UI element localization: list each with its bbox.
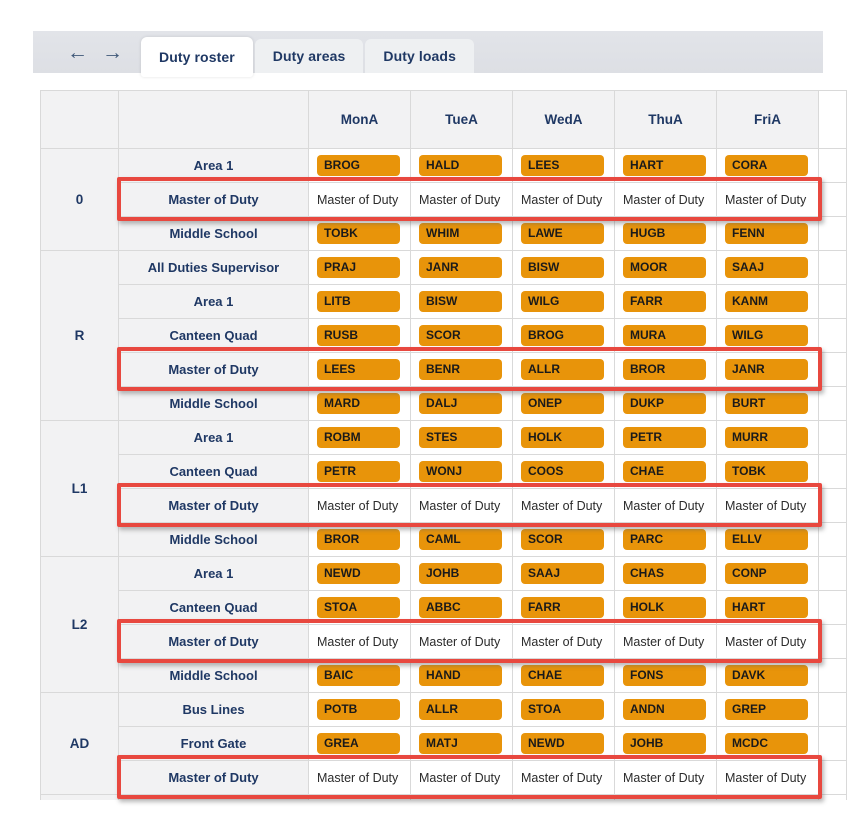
master-of-duty-text: Master of Duty <box>623 192 705 207</box>
duty-badge[interactable]: BISW <box>521 257 604 278</box>
duty-badge[interactable]: RUSB <box>317 325 400 346</box>
master-of-duty-text: Master of Duty <box>725 634 807 649</box>
trailing-cell <box>819 217 847 251</box>
duty-badge[interactable]: DUKP <box>623 393 706 414</box>
duty-cell-tuea[interactable] <box>411 183 513 217</box>
roster-row <box>41 285 847 319</box>
duty-cell-weda[interactable] <box>513 387 615 421</box>
duty-badge[interactable]: ELLV <box>725 529 808 550</box>
duty-cell-tuea[interactable] <box>411 285 513 319</box>
duty-badge[interactable]: COOS <box>521 461 604 482</box>
tab-duty-loads[interactable]: Duty loads <box>365 39 474 73</box>
duty-cell-thua[interactable] <box>615 591 717 625</box>
duty-cell-tuea[interactable] <box>411 319 513 353</box>
partial-cell <box>513 795 615 800</box>
duty-badge[interactable]: CAML <box>419 529 502 550</box>
area-label: Master of Duty <box>119 489 309 523</box>
area-label: Bus Lines <box>119 693 309 727</box>
duty-badge[interactable]: FONS <box>623 665 706 686</box>
duty-badge[interactable]: FARR <box>521 597 604 618</box>
duty-cell-fria[interactable] <box>717 557 819 591</box>
trailing-cell <box>819 727 847 761</box>
area-label: Middle School <box>119 217 309 251</box>
duty-cell-fria[interactable] <box>717 251 819 285</box>
duty-cell-tuea[interactable] <box>411 421 513 455</box>
duty-badge[interactable]: WHIM <box>419 223 502 244</box>
trailing-cell <box>819 557 847 591</box>
duty-cell-fria[interactable] <box>717 455 819 489</box>
trailing-cell <box>819 149 847 183</box>
duty-badge[interactable]: BAIC <box>317 665 400 686</box>
duty-cell-mona[interactable] <box>309 761 411 795</box>
duty-cell-fria[interactable] <box>717 761 819 795</box>
trailing-cell <box>819 251 847 285</box>
trailing-cell <box>819 591 847 625</box>
duty-badge[interactable]: BROR <box>317 529 400 550</box>
area-label: Middle School <box>119 523 309 557</box>
duty-cell-fria[interactable] <box>717 727 819 761</box>
duty-cell-tuea[interactable] <box>411 217 513 251</box>
duty-cell-fria[interactable] <box>717 659 819 693</box>
roster-row <box>41 625 847 659</box>
duty-cell-mona[interactable] <box>309 251 411 285</box>
roster-table-wrap <box>40 90 855 800</box>
area-label: Area 1 <box>119 421 309 455</box>
duty-cell-fria[interactable] <box>717 217 819 251</box>
column-header-fria: FriA <box>717 91 819 149</box>
master-of-duty-text: Master of Duty <box>521 634 603 649</box>
duty-cell-thua[interactable] <box>615 149 717 183</box>
group-label-ad: AD <box>41 693 119 795</box>
duty-cell-mona[interactable] <box>309 285 411 319</box>
duty-cell-tuea[interactable] <box>411 557 513 591</box>
duty-badge[interactable]: WILG <box>725 325 808 346</box>
master-of-duty-text: Master of Duty <box>623 634 705 649</box>
duty-cell-tuea[interactable] <box>411 625 513 659</box>
duty-badge[interactable]: SCOR <box>521 529 604 550</box>
column-header-mona: MonA <box>309 91 411 149</box>
trailing-header-blank <box>819 91 847 149</box>
duty-badge[interactable]: ROBM <box>317 427 400 448</box>
area-header-blank <box>119 91 309 149</box>
duty-cell-thua[interactable] <box>615 353 717 387</box>
roster-row <box>41 217 847 251</box>
duty-cell-mona[interactable] <box>309 217 411 251</box>
duty-badge[interactable]: HUGB <box>623 223 706 244</box>
duty-cell-weda[interactable] <box>513 353 615 387</box>
roster-row <box>41 149 847 183</box>
duty-cell-thua[interactable] <box>615 387 717 421</box>
master-of-duty-text: Master of Duty <box>317 634 399 649</box>
duty-badge[interactable]: BURT <box>725 393 808 414</box>
roster-row <box>41 353 847 387</box>
partial-cell <box>309 795 411 800</box>
duty-badge[interactable]: ALLR <box>419 699 502 720</box>
duty-badge[interactable]: PRAJ <box>317 257 400 278</box>
duty-badge[interactable]: PARC <box>623 529 706 550</box>
duty-cell-tuea[interactable] <box>411 387 513 421</box>
duty-badge[interactable]: PETR <box>623 427 706 448</box>
duty-cell-thua[interactable] <box>615 251 717 285</box>
duty-cell-weda[interactable] <box>513 761 615 795</box>
duty-badge[interactable]: DALJ <box>419 393 502 414</box>
tabs <box>141 31 476 73</box>
duty-cell-mona[interactable] <box>309 421 411 455</box>
area-label: All Duties Supervisor <box>119 251 309 285</box>
duty-badge[interactable]: DAVK <box>725 665 808 686</box>
duty-cell-thua[interactable] <box>615 455 717 489</box>
duty-cell-weda[interactable] <box>513 523 615 557</box>
duty-cell-mona[interactable] <box>309 693 411 727</box>
duty-badge[interactable]: ALLR <box>521 359 604 380</box>
duty-cell-weda[interactable] <box>513 625 615 659</box>
duty-badge[interactable]: HOLK <box>521 427 604 448</box>
duty-cell-thua[interactable] <box>615 217 717 251</box>
partial-cell <box>411 795 513 800</box>
trailing-cell <box>819 659 847 693</box>
area-label: Canteen Quad <box>119 591 309 625</box>
duty-cell-mona[interactable] <box>309 387 411 421</box>
duty-cell-thua[interactable] <box>615 319 717 353</box>
duty-badge[interactable]: STOA <box>317 597 400 618</box>
duty-badge[interactable]: JOHB <box>623 733 706 754</box>
master-of-duty-text: Master of Duty <box>725 192 807 207</box>
duty-badge[interactable]: MCDC <box>725 733 808 754</box>
tab-duty-roster[interactable]: Duty roster <box>141 37 253 77</box>
duty-badge[interactable]: TOBK <box>725 461 808 482</box>
duty-badge[interactable]: ANDN <box>623 699 706 720</box>
forward-arrow-icon[interactable]: → <box>102 40 123 64</box>
master-of-duty-text: Master of Duty <box>521 498 603 513</box>
duty-badge[interactable]: HOLK <box>623 597 706 618</box>
master-of-duty-text: Master of Duty <box>623 770 705 785</box>
duty-badge[interactable]: GREA <box>317 733 400 754</box>
duty-badge[interactable]: JANR <box>419 257 502 278</box>
duty-cell-weda[interactable] <box>513 319 615 353</box>
master-of-duty-text: Master of Duty <box>623 498 705 513</box>
group-label-l2: L2 <box>41 557 119 693</box>
duty-badge[interactable]: BROR <box>623 359 706 380</box>
master-of-duty-text: Master of Duty <box>521 192 603 207</box>
duty-cell-fria[interactable] <box>717 523 819 557</box>
duty-cell-fria[interactable] <box>717 489 819 523</box>
duty-badge[interactable]: JANR <box>725 359 808 380</box>
duty-badge[interactable]: SAAJ <box>521 563 604 584</box>
duty-badge[interactable]: BROG <box>317 155 400 176</box>
duty-cell-tuea[interactable] <box>411 761 513 795</box>
duty-badge[interactable]: HART <box>623 155 706 176</box>
duty-cell-tuea[interactable] <box>411 659 513 693</box>
duty-badge[interactable]: LEES <box>317 359 400 380</box>
duty-badge[interactable]: SCOR <box>419 325 502 346</box>
roster-row <box>41 761 847 795</box>
duty-cell-weda[interactable] <box>513 217 615 251</box>
duty-roster-table <box>40 90 847 800</box>
duty-cell-weda[interactable] <box>513 591 615 625</box>
duty-cell-tuea[interactable] <box>411 523 513 557</box>
duty-cell-tuea[interactable] <box>411 489 513 523</box>
duty-cell-mona[interactable] <box>309 523 411 557</box>
duty-badge[interactable]: LEES <box>521 155 604 176</box>
roster-row <box>41 387 847 421</box>
area-label: Canteen Quad <box>119 319 309 353</box>
master-of-duty-text: Master of Duty <box>317 498 399 513</box>
master-of-duty-text: Master of Duty <box>419 770 501 785</box>
duty-badge[interactable]: KANM <box>725 291 808 312</box>
duty-cell-weda[interactable] <box>513 149 615 183</box>
master-of-duty-text: Master of Duty <box>521 770 603 785</box>
master-of-duty-text: Master of Duty <box>725 498 807 513</box>
duty-badge[interactable]: BROG <box>521 325 604 346</box>
duty-badge[interactable]: BENR <box>419 359 502 380</box>
area-label: Master of Duty <box>119 625 309 659</box>
duty-cell-tuea[interactable] <box>411 353 513 387</box>
duty-badge[interactable]: STOA <box>521 699 604 720</box>
duty-cell-mona[interactable] <box>309 455 411 489</box>
duty-cell-weda[interactable] <box>513 693 615 727</box>
duty-cell-fria[interactable] <box>717 285 819 319</box>
area-label: Master of Duty <box>119 761 309 795</box>
duty-cell-tuea[interactable] <box>411 693 513 727</box>
duty-badge[interactable]: FENN <box>725 223 808 244</box>
duty-cell-weda[interactable] <box>513 183 615 217</box>
roster-row <box>41 251 847 285</box>
duty-badge[interactable]: CONP <box>725 563 808 584</box>
roster-row <box>41 591 847 625</box>
trailing-cell <box>819 387 847 421</box>
duty-cell-thua[interactable] <box>615 489 717 523</box>
duty-cell-thua[interactable] <box>615 727 717 761</box>
duty-cell-mona[interactable] <box>309 353 411 387</box>
back-arrow-icon[interactable]: ← <box>67 40 88 64</box>
duty-cell-mona[interactable] <box>309 149 411 183</box>
duty-badge[interactable]: NEWD <box>317 563 400 584</box>
duty-cell-thua[interactable] <box>615 285 717 319</box>
area-label: Front Gate <box>119 727 309 761</box>
duty-badge[interactable]: ONEP <box>521 393 604 414</box>
duty-cell-mona[interactable] <box>309 659 411 693</box>
duty-badge[interactable]: CHAE <box>521 665 604 686</box>
trailing-cell <box>819 625 847 659</box>
duty-cell-tuea[interactable] <box>411 727 513 761</box>
duty-cell-fria[interactable] <box>717 625 819 659</box>
duty-badge[interactable]: WILG <box>521 291 604 312</box>
duty-cell-thua[interactable] <box>615 183 717 217</box>
duty-cell-fria[interactable] <box>717 591 819 625</box>
roster-row <box>41 693 847 727</box>
master-of-duty-text: Master of Duty <box>419 498 501 513</box>
duty-cell-thua[interactable] <box>615 557 717 591</box>
duty-cell-mona[interactable] <box>309 319 411 353</box>
duty-cell-thua[interactable] <box>615 523 717 557</box>
area-label: Middle School <box>119 659 309 693</box>
roster-row <box>41 727 847 761</box>
duty-badge[interactable]: MURR <box>725 427 808 448</box>
trailing-cell <box>819 421 847 455</box>
duty-badge[interactable]: PETR <box>317 461 400 482</box>
duty-badge[interactable]: ABBC <box>419 597 502 618</box>
duty-cell-tuea[interactable] <box>411 591 513 625</box>
duty-badge[interactable]: HALD <box>419 155 502 176</box>
column-header-tuea: TueA <box>411 91 513 149</box>
duty-cell-weda[interactable] <box>513 727 615 761</box>
column-header-weda: WedA <box>513 91 615 149</box>
duty-badge[interactable]: LITB <box>317 291 400 312</box>
partial-area-cell <box>119 795 309 800</box>
duty-cell-weda[interactable] <box>513 659 615 693</box>
tab-duty-areas[interactable]: Duty areas <box>255 39 364 73</box>
roster-row <box>41 557 847 591</box>
duty-cell-fria[interactable] <box>717 183 819 217</box>
duty-badge[interactable]: GREP <box>725 699 808 720</box>
duty-badge[interactable]: NEWD <box>521 733 604 754</box>
roster-row <box>41 659 847 693</box>
master-of-duty-text: Master of Duty <box>317 192 399 207</box>
duty-badge[interactable]: FARR <box>623 291 706 312</box>
duty-cell-fria[interactable] <box>717 319 819 353</box>
area-label: Canteen Quad <box>119 455 309 489</box>
nav-arrows <box>33 31 141 73</box>
duty-badge[interactable]: MATJ <box>419 733 502 754</box>
duty-cell-fria[interactable] <box>717 149 819 183</box>
duty-cell-mona[interactable] <box>309 625 411 659</box>
area-label: Middle School <box>119 387 309 421</box>
duty-cell-mona[interactable] <box>309 489 411 523</box>
duty-cell-mona[interactable] <box>309 183 411 217</box>
group-header-blank <box>41 91 119 149</box>
duty-badge[interactable]: BISW <box>419 291 502 312</box>
duty-cell-thua[interactable] <box>615 625 717 659</box>
roster-row <box>41 455 847 489</box>
duty-cell-tuea[interactable] <box>411 149 513 183</box>
area-label: Area 1 <box>119 149 309 183</box>
group-label-0: 0 <box>41 149 119 251</box>
trailing-cell <box>819 489 847 523</box>
roster-row <box>41 523 847 557</box>
duty-badge[interactable]: TOBK <box>317 223 400 244</box>
duty-cell-weda[interactable] <box>513 489 615 523</box>
trailing-cell <box>819 183 847 217</box>
master-of-duty-text: Master of Duty <box>419 634 501 649</box>
duty-cell-thua[interactable] <box>615 761 717 795</box>
duty-badge[interactable]: CORA <box>725 155 808 176</box>
roster-row <box>41 183 847 217</box>
partial-cell <box>615 795 717 800</box>
duty-cell-fria[interactable] <box>717 693 819 727</box>
header-row <box>41 91 847 149</box>
duty-badge[interactable]: HART <box>725 597 808 618</box>
roster-row <box>41 421 847 455</box>
duty-cell-weda[interactable] <box>513 251 615 285</box>
duty-cell-thua[interactable] <box>615 421 717 455</box>
area-label: Master of Duty <box>119 353 309 387</box>
duty-badge[interactable]: STES <box>419 427 502 448</box>
duty-cell-thua[interactable] <box>615 659 717 693</box>
duty-badge[interactable]: SAAJ <box>725 257 808 278</box>
duty-badge[interactable]: POTB <box>317 699 400 720</box>
duty-badge[interactable]: HAND <box>419 665 502 686</box>
group-label-l1: L1 <box>41 421 119 557</box>
trailing-cell <box>819 523 847 557</box>
area-label: Area 1 <box>119 285 309 319</box>
master-of-duty-text: Master of Duty <box>317 770 399 785</box>
area-label: Master of Duty <box>119 183 309 217</box>
duty-badge[interactable]: WONJ <box>419 461 502 482</box>
duty-badge[interactable]: MURA <box>623 325 706 346</box>
tab-bar <box>33 31 823 73</box>
area-label: Area 1 <box>119 557 309 591</box>
roster-row <box>41 319 847 353</box>
master-of-duty-text: Master of Duty <box>419 192 501 207</box>
roster-row <box>41 489 847 523</box>
trailing-cell <box>819 761 847 795</box>
duty-cell-weda[interactable] <box>513 455 615 489</box>
trailing-cell <box>819 353 847 387</box>
partial-row <box>41 795 847 800</box>
duty-cell-fria[interactable] <box>717 421 819 455</box>
duty-cell-weda[interactable] <box>513 285 615 319</box>
duty-cell-mona[interactable] <box>309 591 411 625</box>
duty-cell-weda[interactable] <box>513 421 615 455</box>
trailing-cell <box>819 693 847 727</box>
duty-badge[interactable]: JOHB <box>419 563 502 584</box>
duty-badge[interactable]: MOOR <box>623 257 706 278</box>
duty-cell-mona[interactable] <box>309 557 411 591</box>
partial-cell <box>717 795 819 800</box>
duty-cell-mona[interactable] <box>309 727 411 761</box>
partial-group-cell <box>41 795 119 800</box>
trailing-cell <box>819 455 847 489</box>
duty-cell-tuea[interactable] <box>411 455 513 489</box>
trailing-cell <box>819 285 847 319</box>
duty-cell-fria[interactable] <box>717 353 819 387</box>
duty-badge[interactable]: CHAS <box>623 563 706 584</box>
duty-cell-thua[interactable] <box>615 693 717 727</box>
duty-badge[interactable]: MARD <box>317 393 400 414</box>
group-label-r: R <box>41 251 119 421</box>
master-of-duty-text: Master of Duty <box>725 770 807 785</box>
duty-cell-fria[interactable] <box>717 387 819 421</box>
duty-badge[interactable]: LAWE <box>521 223 604 244</box>
duty-cell-tuea[interactable] <box>411 251 513 285</box>
column-header-thua: ThuA <box>615 91 717 149</box>
partial-cell <box>819 795 847 800</box>
trailing-cell <box>819 319 847 353</box>
duty-cell-weda[interactable] <box>513 557 615 591</box>
duty-badge[interactable]: CHAE <box>623 461 706 482</box>
